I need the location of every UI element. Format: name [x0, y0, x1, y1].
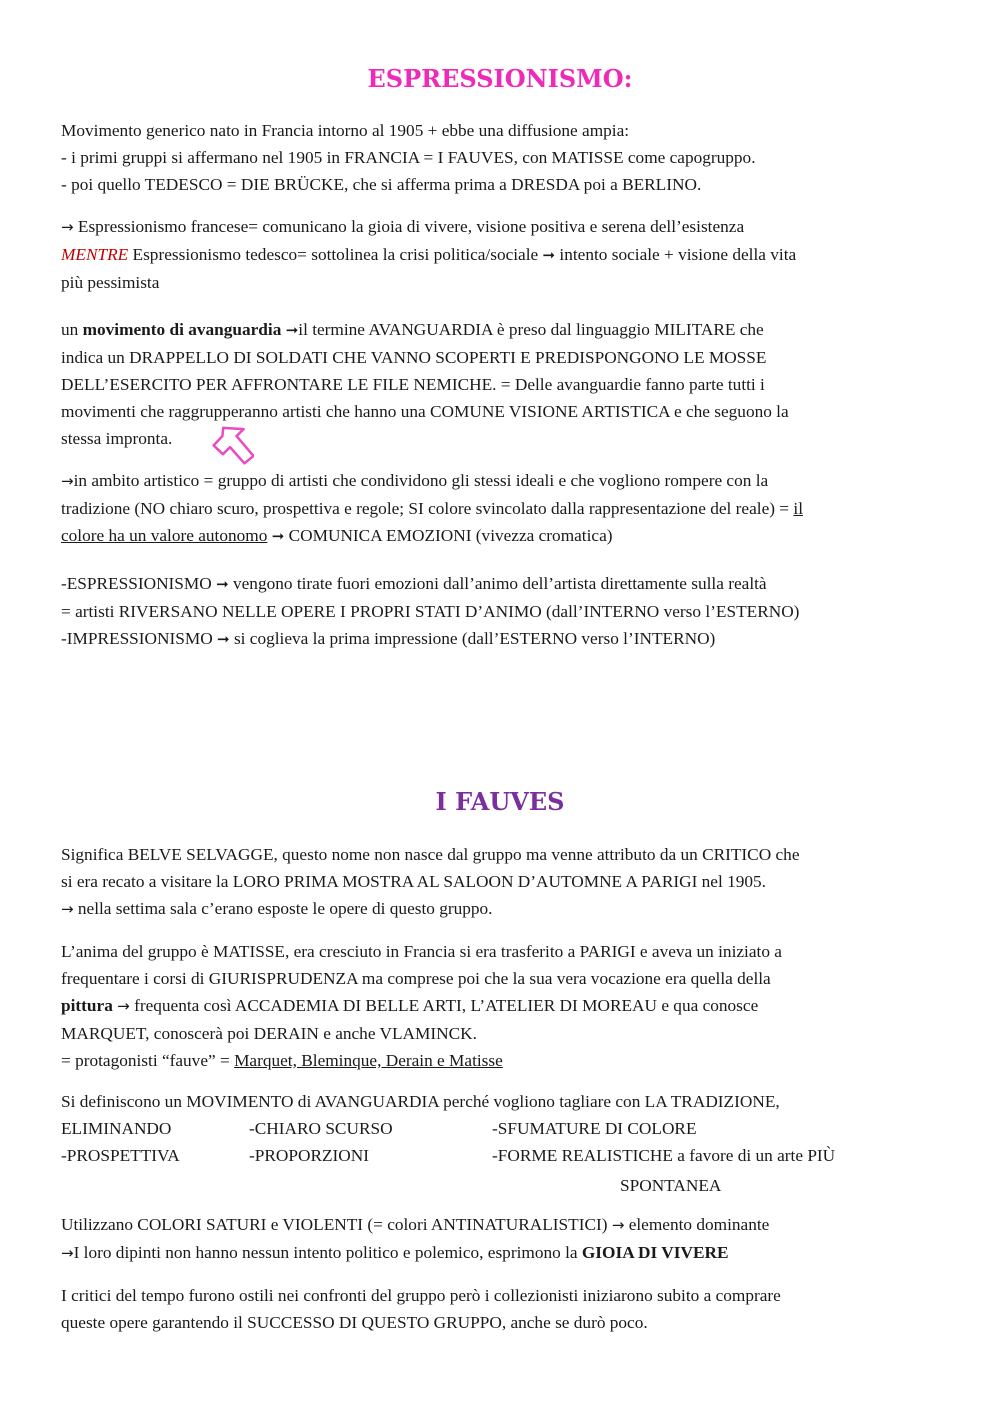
- text-span: Utilizzano COLORI SATURI e VIOLENTI (= colori ANTINATURALISTICI): [61, 1215, 612, 1234]
- text-line: MARQUET, conoscerà poi DERAIN e anche VLAMINCK.: [61, 1024, 477, 1043]
- column-cell: -PROSPETTIVA: [61, 1146, 180, 1165]
- arrow-icon: →: [61, 472, 74, 490]
- text-span: Espressionismo tedesco= sottolinea la crisi politica/sociale: [128, 245, 543, 264]
- paragraph-avanguardia: [61, 316, 941, 452]
- column-cell: ELIMINANDO: [61, 1119, 172, 1138]
- column-cell: -SFUMATURE DI COLORE: [492, 1119, 697, 1138]
- text-span: COMUNICA EMOZIONI (vivezza cromatica): [284, 526, 613, 545]
- underlined-text: colore ha un valore autonomo: [61, 526, 268, 545]
- section-title-espressionismo: ESPRESSIONISMO:: [367, 64, 633, 93]
- heavy-arrow-icon: ➞: [542, 246, 556, 264]
- text-line: Movimento generico nato in Francia intorno al 1905 + ebbe una diffusione ampia:: [61, 121, 630, 140]
- underlined-text: Marquet, Bleminque, Derain e Matisse: [234, 1051, 503, 1070]
- paragraph-matisse: [61, 938, 941, 1074]
- text-span: vengono tirate fuori emozioni dall’animo dell’artista direttamente sulla realtà: [228, 574, 767, 593]
- paragraph-colori: [61, 1211, 941, 1267]
- arrow-icon: →: [117, 997, 130, 1015]
- text-line: I critici del tempo furono ostili nei confronti del gruppo però i collezionisti iniziarono subito a comprare: [61, 1286, 781, 1305]
- text-span: si coglieva la prima impressione (dall’ESTERNO verso l’INTERNO): [229, 629, 716, 648]
- heavy-arrow-icon: ➞: [271, 527, 285, 545]
- text-line: Significa BELVE SELVAGGE, questo nome non nasce dal gruppo ma venne attributo da un CRITICO che: [61, 845, 800, 864]
- text-line: = artisti RIVERSANO NELLE OPERE I PROPRI STATI D’ANIMO (dall’INTERNO verso l’ESTERNO): [61, 602, 800, 621]
- text-span: il termine AVANGUARDIA è preso dal linguaggio MILITARE che: [298, 320, 764, 339]
- arrow-icon: →: [611, 1216, 625, 1234]
- section-title-fauves: I FAUVES: [435, 787, 565, 816]
- paragraph-comparison: [61, 213, 941, 296]
- bold-term: GIOIA DI VIVERE: [581, 1243, 729, 1262]
- text-line: SPONTANEA: [620, 1176, 722, 1195]
- heavy-arrow-icon: ➞: [216, 575, 229, 593]
- text-line: movimenti che raggrupperanno artisti che hanno una COMUNE VISIONE ARTISTICA e che seguono la: [61, 402, 789, 421]
- arrow-icon: →: [61, 218, 74, 236]
- text-span: frequenta così ACCADEMIA DI BELLE ARTI, L’ATELIER DI MOREAU e qua conosce: [129, 996, 759, 1015]
- column-row: [61, 1115, 941, 1142]
- text-line: indica un DRAPPELLO DI SOLDATI CHE VANNO SCOPERTI E PREDISPONGONO LE MOSSE: [61, 348, 767, 367]
- text-span: intento sociale + visione della vita: [555, 245, 797, 264]
- paragraph-espr-vs-impr: [61, 570, 941, 653]
- underlined-text: il: [793, 499, 803, 518]
- text-span: = protagonisti “fauve” =: [61, 1051, 235, 1070]
- heavy-arrow-icon: ➞: [285, 321, 299, 339]
- text-line: stessa impronta.: [61, 429, 173, 448]
- paragraph-ambito-artistico: [61, 467, 941, 550]
- text-line: - i primi gruppi si affermano nel 1905 in FRANCIA = I FAUVES, con MATISSE come capogruppo.: [61, 148, 756, 167]
- text-line: DELL’ESERCITO PER AFFRONTARE LE FILE NEMICHE. = Delle avanguardie fanno parte tutti i: [61, 375, 765, 394]
- text-line: più pessimista: [61, 273, 160, 292]
- text-line: frequentare i corsi di GIURISPRUDENZA ma comprese poi che la sua vera vocazione era quella della: [61, 969, 771, 988]
- paragraph-avanguardia-fauves: [61, 1088, 941, 1199]
- hand-drawn-arrow-icon: [208, 425, 254, 469]
- column-cell: -PROPORZIONI: [249, 1146, 370, 1165]
- text-span: in ambito artistico = gruppo di artisti che condividono gli stessi ideali e che vogliono rompere con la: [73, 471, 769, 490]
- column-cell: -FORME REALISTICHE a favore di un arte PIÙ: [492, 1146, 836, 1165]
- bold-term: pittura: [61, 996, 113, 1015]
- text-span: tradizione (NO chiaro scuro, prospettiva e regole; SI colore svincolato dalla rappresentazione del reale) =: [61, 499, 794, 518]
- text-span: -ESPRESSIONISMO: [61, 574, 217, 593]
- text-span: nella settima sala c’erano esposte le opere di questo gruppo.: [73, 899, 493, 918]
- bold-term: movimento di avanguardia: [82, 320, 286, 339]
- heavy-arrow-icon: ➞: [217, 630, 230, 648]
- mentre-label: MENTRE: [61, 245, 129, 264]
- arrow-icon: →: [61, 900, 74, 918]
- paragraph-critici: [61, 1282, 941, 1336]
- text-line: Si definiscono un MOVIMENTO di AVANGUARDIA perché vogliono tagliare con LA TRADIZIONE,: [61, 1092, 780, 1111]
- text-line: queste opere garantendo il SUCCESSO DI QUESTO GRUPPO, anche se durò poco.: [61, 1313, 648, 1332]
- text-line: si era recato a visitare la LORO PRIMA MOSTRA AL SALOON D’AUTOMNE A PARIGI nel 1905.: [61, 872, 766, 891]
- text-span: -IMPRESSIONISMO: [61, 629, 218, 648]
- text-line: L’anima del gruppo è MATISSE, era cresciuto in Francia si era trasferito a PARIGI e aveva un iniziato a: [61, 942, 782, 961]
- text-span: I loro dipinti non hanno nessun intento politico e polemico, esprimono la: [73, 1243, 582, 1262]
- paragraph-belve-selvagge: [61, 841, 941, 923]
- text-line: - poi quello TEDESCO = DIE BRÜCKE, che si afferma prima a DRESDA poi a BERLINO.: [61, 175, 702, 194]
- column-cell: -CHIARO SCURSO: [249, 1119, 393, 1138]
- text-span: un: [61, 320, 83, 339]
- text-span: Espressionismo francese= comunicano la gioia di vivere, visione positiva e serena dell’esistenza: [73, 217, 745, 236]
- paragraph-intro: [61, 117, 941, 198]
- arrow-icon: →: [61, 1244, 74, 1262]
- column-row: [61, 1142, 941, 1169]
- text-span: elemento dominante: [624, 1215, 770, 1234]
